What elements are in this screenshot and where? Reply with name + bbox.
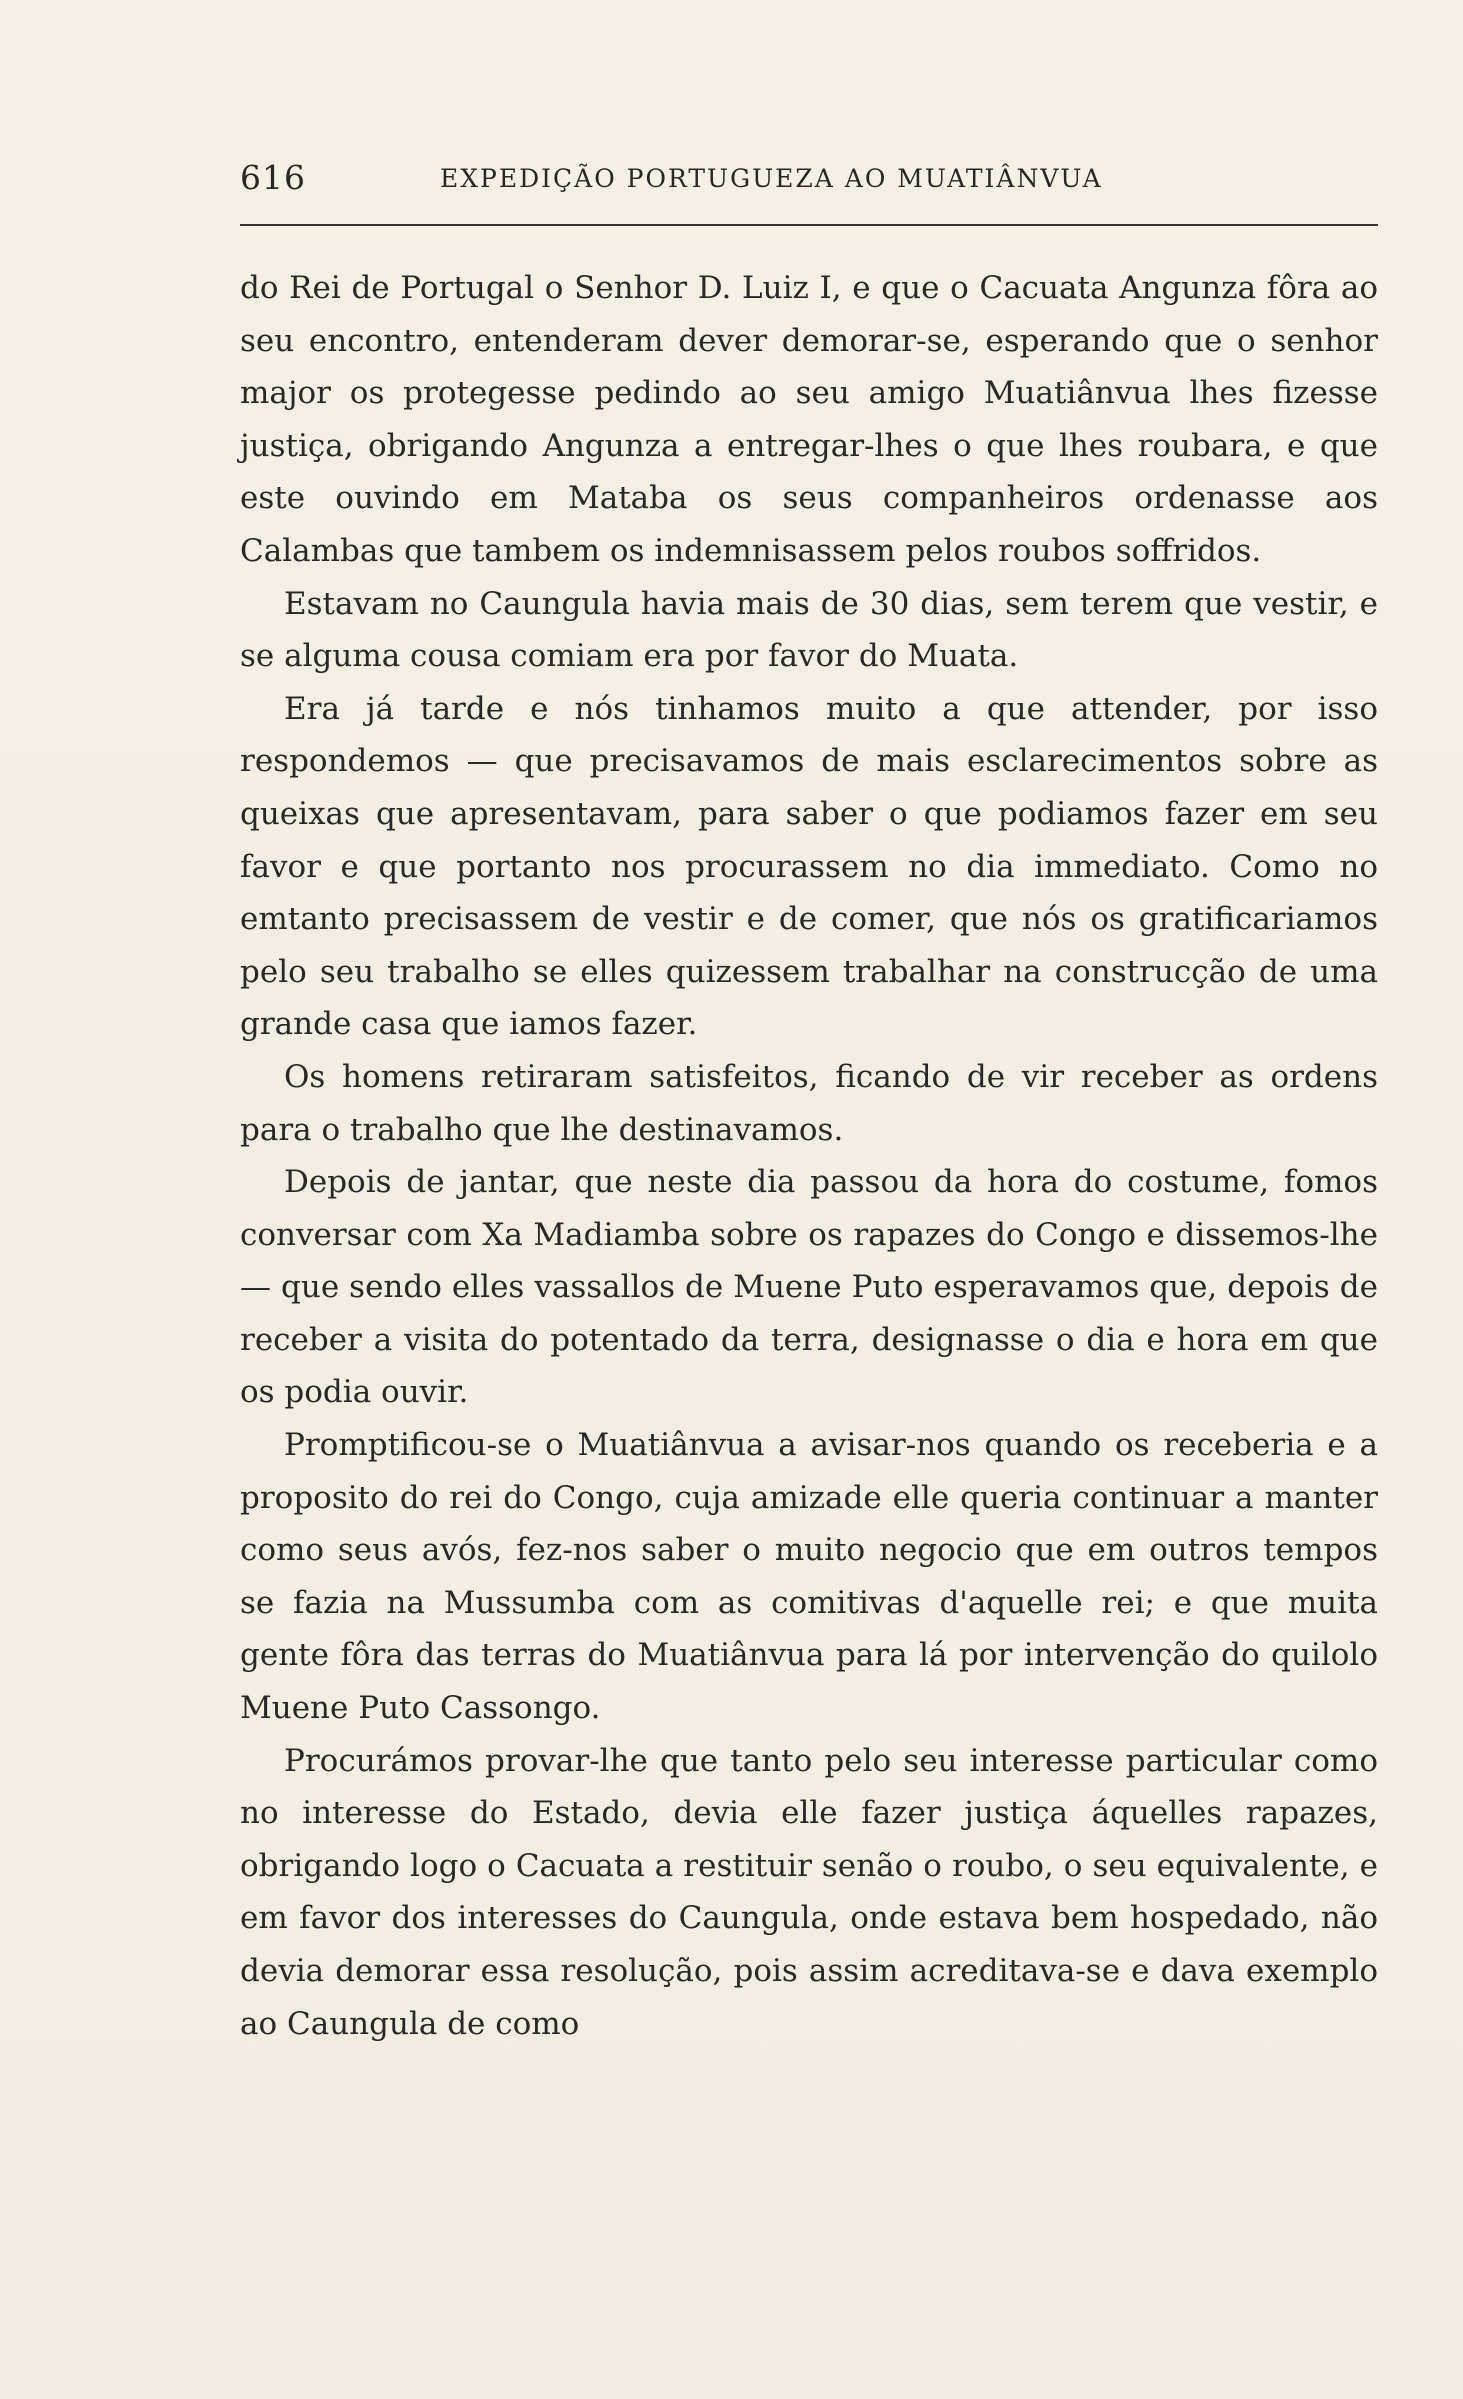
paragraph: Estavam no Caungula havia mais de 30 dias, sem terem que vestir, e se alguma cousa comiam era por favor do Muata. (240, 585, 1378, 675)
page-number: 616 (240, 158, 306, 197)
body-text (240, 262, 1378, 2050)
paragraph: Os homens retiraram satisfeitos, ficando de vir receber as ordens para o trabalho que lhe destinavamos. (240, 1058, 1378, 1148)
paragraph: Depois de jantar, que neste dia passou da hora do costume, fomos conversar com Xa Madiamba sobre os rapazes do Congo e dissemos-lhe — que sendo elles vassallos de Muene Puto esperavamos que, depois de receber a visita do potentado da terra, designasse o dia e hora em que os podia ouvir. (240, 1164, 1378, 1411)
header-rule (240, 224, 1378, 226)
paragraph-continued: do Rei de Portugal o Senhor D. Luiz I, e que o Cacuata Angunza fôra ao seu encontro, entenderam dever demorar-se, esperando que o senhor major os protegesse pedindo ao seu amigo Muatiânvua lhes fizesse justiça, obrigando Angunza a entregar-lhes o que lhes roubara, e que este ouvindo em Mataba os seus companheiros ordenasse aos Calambas que tambem os indemnisassem pelos roubos soffridos. (240, 270, 1378, 569)
page-header (240, 158, 1378, 218)
running-title: EXPEDIÇÃO PORTUGUEZA AO MUATIÂNVUA (440, 164, 1103, 193)
paragraph: Procurámos provar-lhe que tanto pelo seu interesse particular como no interesse do Estado, devia elle fazer justiça áquelles rapazes, obrigando logo o Cacuata a restituir senão o roubo, o seu equivalente, e em favor dos interesses do Caungula, onde estava bem hospedado, não devia demorar essa resolução, pois assim acreditava-se e dava exemplo ao Caungula de como (240, 1742, 1378, 2042)
paragraph: Era já tarde e nós tinhamos muito a que attender, por isso respondemos — que precisavamos de mais esclarecimentos sobre as queixas que apresentavam, para saber o que podiamos fazer em seu favor e que portanto nos procurassem no dia immediato. Como no emtanto precisassem de vestir e de comer, que nós os gratificariamos pelo seu trabalho se elles quizessem trabalhar na construcção de uma grande casa que iamos fazer. (240, 690, 1378, 1043)
paragraph: Promptificou-se o Muatiânvua a avisar-nos quando os receberia e a proposito do rei do Congo, cuja amizade elle queria continuar a manter como seus avós, fez-nos saber o muito negocio que em outros tempos se fazia na Mussumba com as comitivas d'aquelle rei; e que muita gente fôra das terras do Muatiânvua para lá por intervenção do quilolo Muene Puto Cassongo. (240, 1427, 1378, 1727)
